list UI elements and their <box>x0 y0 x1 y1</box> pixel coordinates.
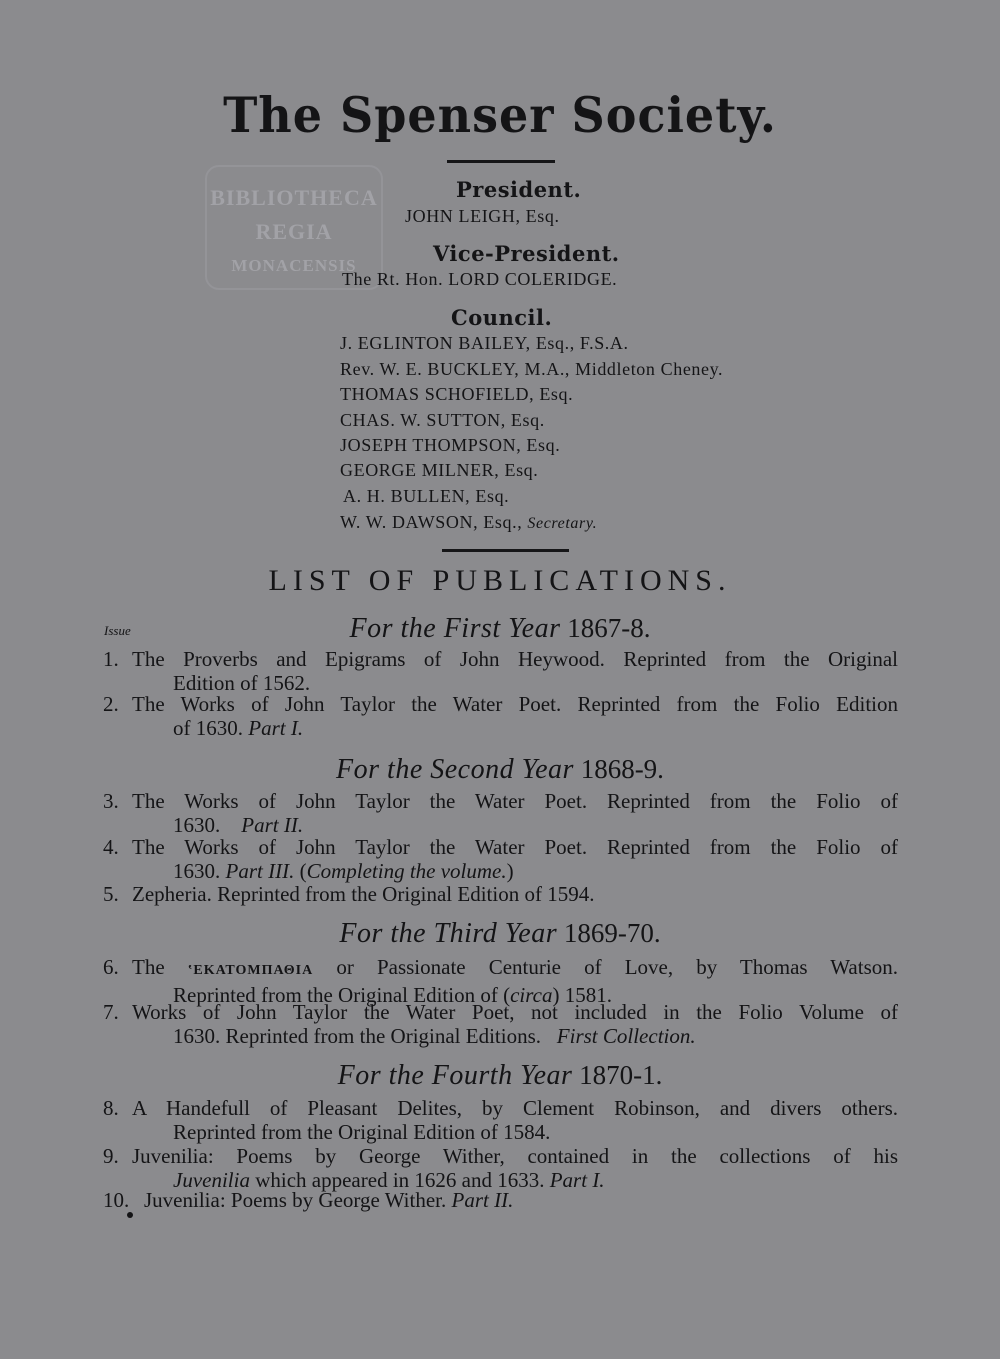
year-heading <box>0 918 1000 950</box>
item-line: Zepheria. Reprinted from the Original Edition of 1594. <box>132 882 595 906</box>
item-text: 1630. <box>173 813 221 837</box>
council-member: J. EGLINTON BAILEY, Esq., F.S.A. <box>340 333 629 353</box>
issue-number: 7. <box>103 1000 119 1024</box>
president-label: President. <box>456 177 582 202</box>
issue-number: 3. <box>103 789 119 813</box>
council-member: CHAS. W. SUTTON, Esq. <box>340 410 545 430</box>
stamp-line: MONACENSIS <box>231 256 357 275</box>
issue-number: 10. <box>103 1188 130 1212</box>
issue-number: 9. <box>103 1144 119 1168</box>
president-name: JOHN LEIGH, Esq. <box>405 206 560 226</box>
item-italic: Part I. <box>549 1168 605 1192</box>
item-italic: Part II. <box>451 1188 514 1212</box>
council-label: Council. <box>451 305 553 330</box>
publication-item <box>103 835 898 883</box>
page-title: The Spenser Society. <box>223 86 777 144</box>
item-line: A Handefull of Pleasant Delites, by Clement Robinson, and divers others. <box>132 1096 898 1120</box>
item-line: Edition of 1562. <box>173 671 311 695</box>
item-text: 1630. <box>173 859 221 883</box>
vice-president-name: The Rt. Hon. LORD COLERIDGE. <box>342 269 618 289</box>
publication-item <box>103 692 898 740</box>
item-text: Reprinted from the Original Edition of ( <box>173 983 511 1007</box>
council-member: THOMAS SCHOFIELD, Esq. <box>340 384 574 404</box>
year-heading-years: 1868-9. <box>580 754 664 784</box>
item-text: The <box>132 955 165 979</box>
item-line: The Proverbs and Epigrams of John Heywood. Reprinted from the Original <box>132 647 898 671</box>
ink-dot <box>127 1212 133 1218</box>
item-line: 1630. Part III. (Completing the volume.) <box>173 859 514 883</box>
item-italic: First Collection. <box>556 1024 696 1048</box>
item-text: ) 1581. <box>552 983 612 1007</box>
publication-item <box>103 789 898 837</box>
council-member: A. H. BULLEN, Esq. <box>343 486 510 506</box>
issue-number: 2. <box>103 692 119 716</box>
issue-number: 1. <box>103 647 119 671</box>
secretary-name: W. W. DAWSON, Esq., <box>340 512 523 532</box>
vice-president-label: Vice-President. <box>433 241 620 266</box>
year-heading-label: For the Second Year <box>336 754 574 785</box>
item-line <box>103 716 898 740</box>
list-heading: LIST OF PUBLICATIONS. <box>268 564 732 597</box>
item-line: The Works of John Taylor the Water Poet. Reprinted from the Folio of <box>132 835 898 859</box>
item-italic: Part I. <box>248 716 304 740</box>
year-heading <box>0 754 1000 786</box>
item-text: or Passionate Centurie of Love, by Thomas Watson. <box>336 955 899 979</box>
council-member: Rev. W. E. BUCKLEY, M.A., Middleton Cheney. <box>340 359 724 379</box>
item-italic: circa <box>510 983 553 1007</box>
year-heading <box>0 1060 1000 1092</box>
item-text: 1630. Reprinted from the Original Editions. <box>173 1024 542 1048</box>
item-italic: Part III. <box>225 859 295 883</box>
publication-item <box>103 1188 898 1212</box>
item-line: Juvenilia: Poems by George Wither, contained in the collections of his <box>132 1144 898 1168</box>
issue-number: 4. <box>103 835 119 859</box>
publication-item <box>103 647 898 695</box>
greek-title: ʽΕΚΑΤΟΜΠΑΘΙΑ <box>187 963 314 978</box>
section-rule <box>442 549 569 552</box>
item-line: The Works of John Taylor the Water Poet. Reprinted from the Folio Edition <box>132 692 898 716</box>
issue-number: 8. <box>103 1096 119 1120</box>
year-heading-years: 1870-1. <box>579 1060 663 1090</box>
title-rule <box>447 160 555 163</box>
issue-number: 6. <box>103 955 119 979</box>
publication-item <box>103 1000 898 1048</box>
item-italic: Part II. <box>241 813 304 837</box>
publication-item <box>103 1144 898 1192</box>
council-member: GEORGE MILNER, Esq. <box>340 460 539 480</box>
item-line <box>103 1024 898 1048</box>
secretary-role: Secretary. <box>527 515 598 532</box>
item-line: Reprinted from the Original Edition of 1584. <box>173 1120 551 1144</box>
issue-label: Issue <box>104 623 131 638</box>
year-heading-label: For the Fourth Year <box>337 1060 573 1091</box>
stamp-line: BIBLIOTHECA <box>210 185 378 210</box>
item-italic: Completing the volume. <box>306 859 507 883</box>
publication-item <box>103 882 898 906</box>
item-line: Works of John Taylor the Water Poet, not included in the Folio Volume of <box>132 1000 898 1024</box>
year-heading-years: 1867-8. <box>567 613 651 643</box>
item-line <box>103 813 898 837</box>
year-heading <box>0 613 1000 645</box>
item-text: of 1630. <box>173 716 243 740</box>
year-heading-label: For the Third Year <box>339 918 558 949</box>
issue-number: 5. <box>103 882 119 906</box>
council-member: JOSEPH THOMPSON, Esq. <box>340 435 561 455</box>
item-italic: Juvenilia <box>173 1168 250 1192</box>
year-heading-years: 1869-70. <box>563 918 661 948</box>
publication-item <box>103 1096 898 1144</box>
item-text: which appeared in 1626 and 1633. <box>255 1168 545 1192</box>
item-text: Juvenilia: Poems by George Wither. <box>144 1188 447 1212</box>
item-line: The Works of John Taylor the Water Poet. Reprinted from the Folio of <box>132 789 898 813</box>
year-heading-label: For the First Year <box>349 613 561 644</box>
secretary-line <box>340 512 597 533</box>
stamp-line: REGIA <box>255 219 333 244</box>
